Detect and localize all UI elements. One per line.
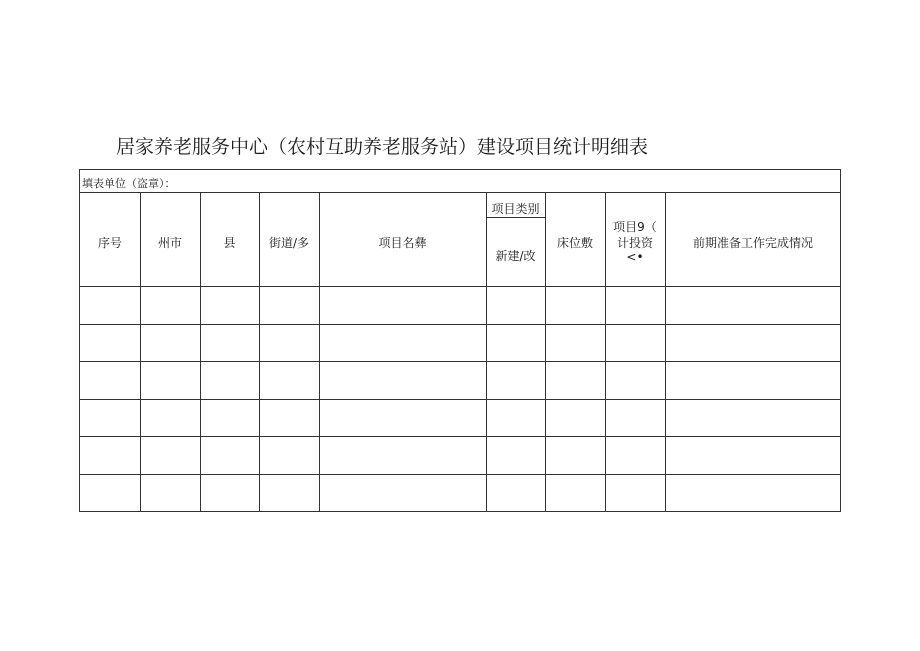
table-cell — [140, 324, 200, 362]
table-cell — [140, 399, 200, 437]
table-cell — [80, 399, 140, 437]
table-cell — [259, 399, 319, 437]
header-street: 街道/多 — [268, 236, 310, 250]
table-cell — [486, 324, 545, 362]
header-prep: 前期准备工作完成情况 — [692, 236, 813, 250]
table-cell — [486, 436, 545, 474]
header-invest-line1: 项目9（ — [613, 220, 657, 234]
table-cell — [665, 399, 841, 437]
table-cell — [140, 361, 200, 399]
table-cell — [80, 474, 140, 512]
statistics-table — [79, 169, 841, 512]
table-cell — [259, 324, 319, 362]
table-cell — [605, 474, 665, 512]
table-cell — [200, 436, 259, 474]
table-cell — [80, 286, 140, 324]
table-cell — [319, 474, 486, 512]
table-cell — [319, 361, 486, 399]
table-cell — [80, 436, 140, 474]
table-cell — [200, 474, 259, 512]
header-project-name: 项目名彝 — [378, 236, 427, 250]
table-cell — [259, 361, 319, 399]
table-cell — [200, 324, 259, 362]
table-cell — [319, 399, 486, 437]
table-cell — [80, 361, 140, 399]
table-cell — [545, 324, 605, 362]
table-cell — [200, 361, 259, 399]
table-cell — [545, 361, 605, 399]
table-cell — [200, 399, 259, 437]
unit-row — [80, 170, 840, 193]
table-cell — [140, 436, 200, 474]
header-category: 项目类别 — [491, 202, 540, 216]
table-cell — [200, 286, 259, 324]
table-cell — [486, 399, 545, 437]
unit-label: 填表单位（盗章）： — [82, 177, 176, 190]
page-title: 居家养老服务中心（农村互助养老服务站）建设项目统计明细表 — [116, 136, 649, 158]
table-cell — [605, 286, 665, 324]
table-cell — [319, 324, 486, 362]
table-cell — [545, 399, 605, 437]
table-cell — [605, 361, 665, 399]
header-beds: 床位敷 — [556, 236, 593, 250]
table-cell — [665, 361, 841, 399]
header-seq: 序号 — [97, 236, 122, 250]
table-cell — [545, 474, 605, 512]
table-cell — [665, 286, 841, 324]
table-cell — [665, 474, 841, 512]
table-cell — [545, 436, 605, 474]
table-cell — [665, 324, 841, 362]
table-cell — [319, 436, 486, 474]
table-cell — [605, 324, 665, 362]
header-invest-line2: 计投资 — [616, 236, 653, 250]
table-cell — [605, 436, 665, 474]
table-cell — [259, 474, 319, 512]
table-cell — [486, 286, 545, 324]
header-category-sub: 新建/改 — [495, 249, 536, 263]
header-city: 州市 — [157, 236, 182, 250]
header-invest-line3: <• — [626, 250, 644, 264]
table-cell — [140, 286, 200, 324]
subheader-line — [486, 217, 545, 218]
table-cell — [665, 436, 841, 474]
table-cell — [80, 324, 140, 362]
table-cell — [259, 286, 319, 324]
table-cell — [259, 436, 319, 474]
table-cell — [605, 399, 665, 437]
table-cell — [140, 474, 200, 512]
table-cell — [486, 361, 545, 399]
table-cell — [486, 474, 545, 512]
table-cell — [545, 286, 605, 324]
table-cell — [319, 286, 486, 324]
header-county: 县 — [223, 236, 236, 250]
